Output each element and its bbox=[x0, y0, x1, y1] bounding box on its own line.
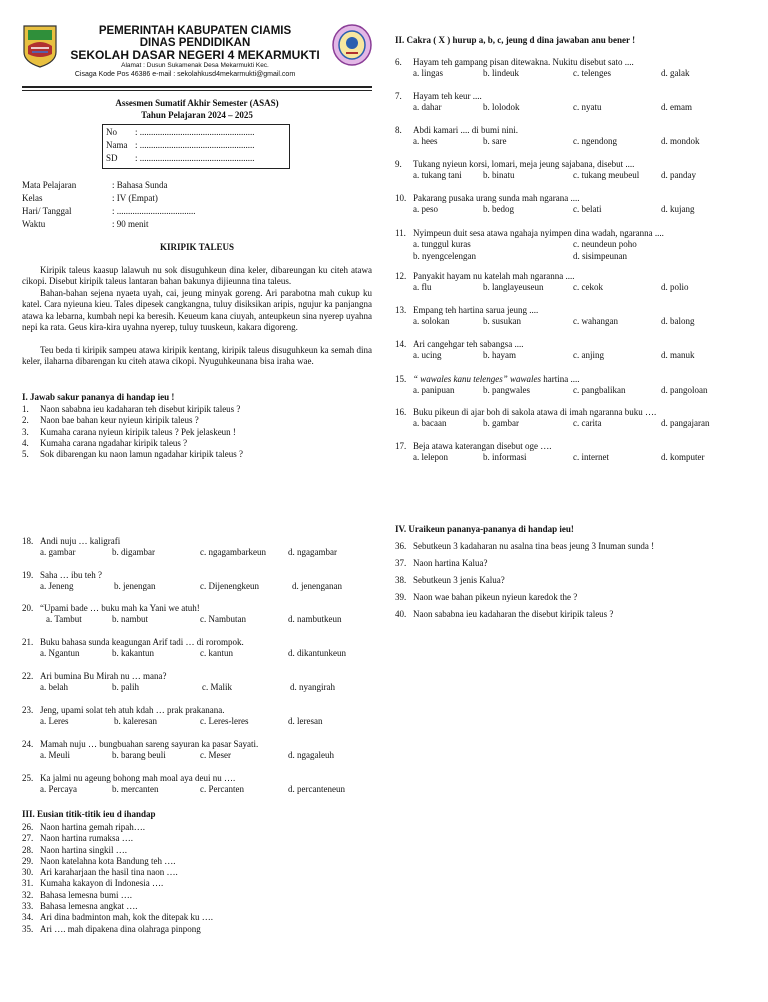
question-item bbox=[22, 739, 382, 762]
option-a[interactable]: a. tukang tani bbox=[413, 170, 462, 181]
option-c[interactable]: c. tukang meubeul bbox=[573, 170, 640, 181]
item-text: Bahasa lemesna angkat …. bbox=[40, 901, 138, 912]
list-item bbox=[395, 609, 755, 626]
question-item bbox=[395, 407, 755, 430]
option-c[interactable]: c. ngagambarkeun bbox=[200, 547, 266, 558]
question-text: Pakarang pusaka urang sunda mah ngarana .... bbox=[413, 193, 580, 203]
question-number: 25. bbox=[22, 773, 34, 783]
option-d[interactable]: d. sisimpeunan bbox=[573, 251, 627, 262]
item-number: 33. bbox=[22, 901, 34, 912]
option-b[interactable]: b. lindeuk bbox=[483, 68, 519, 79]
item-text: Naon hartina rumaksa …. bbox=[40, 833, 133, 844]
option-c[interactable]: c. neundeun poho bbox=[573, 239, 637, 250]
option-c[interactable]: c. internet bbox=[573, 452, 609, 463]
option-d[interactable]: d. kujang bbox=[661, 204, 695, 215]
item-text: Bahasa lemesna bumi …. bbox=[40, 889, 132, 900]
option-d[interactable]: d. dikantunkeun bbox=[288, 648, 346, 659]
question-text: Empang teh hartina sarua jeung .... bbox=[413, 305, 539, 315]
question-text: “Upami bade … buku mah ka Yani we atuh! bbox=[40, 603, 200, 613]
reading-paragraph-3: Teu beda ti kiripik sampeu atawa kiripik kentang, kiripik taleus disuguhkeun ka semah dina keler, ilaharna dibarengan ku citeh atawa cikopi. Nyuguhkeunana bisa iraha wae. bbox=[22, 345, 372, 367]
sd-field[interactable]: : ................................................... bbox=[135, 153, 255, 163]
hari-label: Hari/ Tanggal bbox=[22, 206, 72, 216]
item-text: Naon katelahna kota Bandung teh …. bbox=[40, 855, 176, 866]
item-text: Naon hartina gemah ripah…. bbox=[40, 822, 145, 832]
section2-title: II. Cakra ( X ) hurup a, b, c, jeung d dina jawaban anu bener ! bbox=[395, 35, 636, 45]
list-item bbox=[22, 833, 372, 844]
option-a[interactable]: a. flu bbox=[413, 282, 432, 293]
option-d[interactable]: d. nyangirah bbox=[290, 682, 335, 693]
option-d[interactable]: d. balong bbox=[661, 316, 695, 327]
list-item bbox=[22, 867, 372, 878]
option-c[interactable]: c. telenges bbox=[573, 68, 611, 79]
option-d[interactable]: d. mondok bbox=[661, 136, 700, 147]
option-c[interactable]: c. ngendong bbox=[573, 136, 617, 147]
exam-year: Tahun Pelajaran 2024 – 2025 bbox=[141, 110, 253, 120]
option-a[interactable]: a. solokan bbox=[413, 316, 450, 327]
option-b[interactable]: b. kaleresan bbox=[114, 716, 157, 727]
option-a[interactable]: a. bacaan bbox=[413, 418, 447, 429]
question-item bbox=[395, 441, 755, 464]
option-b[interactable]: b. nyengcelengan bbox=[413, 251, 476, 262]
option-c[interactable]: c. nyatu bbox=[573, 102, 602, 113]
question-item bbox=[395, 305, 755, 328]
question-text: Abdi kamari .... di bumi nini. bbox=[413, 125, 518, 135]
question-number: 21. bbox=[22, 637, 34, 647]
option-a[interactable]: a. ucing bbox=[413, 350, 442, 361]
option-d[interactable]: d. galak bbox=[661, 68, 690, 79]
question-number: 12. bbox=[395, 271, 407, 281]
list-item bbox=[395, 575, 755, 592]
question-item bbox=[395, 57, 755, 80]
waktu-value: : 90 menit bbox=[112, 219, 149, 229]
header-address-2: Cisaga Kode Pos 46386 e-mail : sekolahkusd4mekarmukti@gmail.com bbox=[74, 71, 296, 78]
option-c[interactable]: c. pangbalikan bbox=[573, 385, 626, 396]
tut-wuri-handayani-logo bbox=[331, 23, 373, 67]
question-item bbox=[395, 159, 755, 182]
option-a[interactable]: a. Percaya bbox=[40, 784, 77, 795]
option-c[interactable]: c. Malik bbox=[202, 682, 232, 693]
option-b[interactable]: b. gambar bbox=[483, 418, 519, 429]
item-text: Ari karaharjaan the hasil tina naon …. bbox=[40, 867, 178, 878]
item-number: 29. bbox=[22, 855, 34, 866]
reading-title: KIRIPIK TALEUS bbox=[160, 242, 234, 252]
option-a[interactable]: a. hees bbox=[413, 136, 438, 147]
option-b[interactable]: b. pangwales bbox=[483, 385, 530, 396]
item-text: Ari dina badminton mah, kok the ditepak ku …. bbox=[40, 912, 213, 923]
section4-title: IV. Uraikeun pananya-pananya di handap ieu! bbox=[395, 524, 574, 534]
option-c[interactable]: c. Leres-leres bbox=[200, 716, 249, 727]
option-c[interactable]: c. anjing bbox=[573, 350, 604, 361]
option-b[interactable]: b. kakantun bbox=[112, 648, 154, 659]
nama-label: Nama bbox=[106, 140, 128, 150]
item-number: 27. bbox=[22, 833, 34, 844]
question-number: 6. bbox=[395, 57, 402, 67]
option-a[interactable]: a. peso bbox=[413, 204, 438, 215]
option-b[interactable]: b. palih bbox=[112, 682, 139, 693]
option-c[interactable]: c. Dijenengkeun bbox=[200, 581, 259, 592]
item-number: 35. bbox=[22, 923, 34, 934]
option-b[interactable]: b. nambut bbox=[112, 614, 148, 625]
item-number: 32. bbox=[22, 889, 34, 900]
question-number: 19. bbox=[22, 570, 34, 580]
question-number: 13. bbox=[395, 305, 407, 315]
list-item bbox=[22, 415, 372, 426]
question-item bbox=[395, 271, 755, 294]
item-number: 30. bbox=[22, 867, 34, 878]
option-b[interactable]: b. hayam bbox=[483, 350, 516, 361]
option-b[interactable]: b. lolodok bbox=[483, 102, 520, 113]
question-number: 8. bbox=[395, 125, 402, 135]
question-number: 11. bbox=[395, 228, 406, 238]
option-a[interactable]: a. panipuan bbox=[413, 385, 455, 396]
no-label: No bbox=[106, 127, 117, 137]
question-number: 15. bbox=[395, 374, 407, 384]
option-a[interactable]: a. Meuli bbox=[40, 750, 70, 761]
header-line-school: SEKOLAH DASAR NEGERI 4 MEKARMUKTI bbox=[70, 48, 320, 62]
question-text: Ari cangehgar teh sabangsa .... bbox=[413, 339, 524, 349]
option-c[interactable]: c. carita bbox=[573, 418, 602, 429]
question-item bbox=[395, 91, 755, 114]
section1-list bbox=[22, 404, 372, 460]
item-text: Naon bae bahan keur nyieun kiripik taleus ? bbox=[40, 415, 199, 426]
question-number: 17. bbox=[395, 441, 407, 451]
list-item bbox=[22, 878, 372, 889]
no-field[interactable]: : ................................................... bbox=[135, 127, 255, 137]
item-number: 39. bbox=[395, 592, 407, 602]
exam-title: Assesmen Sumatif Akhir Semester (ASAS) bbox=[115, 98, 279, 108]
question-number: 10. bbox=[395, 193, 407, 203]
option-b[interactable]: b. barang beuli bbox=[112, 750, 166, 761]
option-d[interactable]: d. leresan bbox=[288, 716, 323, 727]
option-d[interactable]: d. komputer bbox=[661, 452, 705, 463]
kelas-label: Kelas bbox=[22, 193, 43, 203]
item-number: 2. bbox=[22, 415, 29, 426]
option-d[interactable]: d. ngagambar bbox=[288, 547, 337, 558]
option-a[interactable]: a. Tambut bbox=[46, 614, 82, 625]
question-item bbox=[22, 705, 382, 728]
item-text: Kumaha carana ngadahar kiripik taleus ? bbox=[40, 437, 188, 448]
question-text: Panyakit hayam nu katelah mah ngaranna .... bbox=[413, 271, 575, 281]
list-item bbox=[22, 822, 372, 833]
list-item bbox=[22, 449, 372, 460]
header-address-1: Alamat : Dusun Sukamenak Desa Mekarmukti Kec. bbox=[121, 62, 269, 69]
section4-list bbox=[395, 541, 755, 626]
option-b[interactable]: b. jenengan bbox=[114, 581, 156, 592]
reading-paragraph-2: Bahan-bahan sejena nyaeta uyah, cai, jeung minyak goreng. Ari parabotna mah cukup ku katel. Cara nyieuna kieu. Tales dipesek cangkangna, tuluy disiksikan aripis, ngujur ka panjangna atawa ka lebarna, kumbah nepi ka beresih. Keueum kana ciuyah, anteupkeun sina nyerep uyahna nepi ka rata. Geus kira-kira uyahna nyerep, tuluy tuuskeun, kakara digoreng. bbox=[22, 288, 372, 332]
ciamis-regency-logo bbox=[22, 24, 58, 68]
option-c[interactable]: c. cekok bbox=[573, 282, 603, 293]
header-line-government: PEMERINTAH KABUPATEN CIAMIS bbox=[98, 25, 292, 37]
item-number: 34. bbox=[22, 912, 34, 923]
hari-value[interactable]: : ................................... bbox=[112, 206, 196, 216]
option-a[interactable]: a. belah bbox=[40, 682, 68, 693]
option-a[interactable]: a. lingas bbox=[413, 68, 443, 79]
question-text: Buku bahasa sunda keagungan Arif tadi … di rorompok. bbox=[40, 637, 244, 647]
section3-title: III. Eusian titik-titik ieu d ihandap bbox=[22, 809, 156, 819]
option-d[interactable]: d. emam bbox=[661, 102, 692, 113]
question-text: Saha … ibu teh ? bbox=[40, 570, 102, 580]
list-item bbox=[395, 558, 755, 575]
question-number: 16. bbox=[395, 407, 407, 417]
item-number: 28. bbox=[22, 844, 34, 855]
question-text: Hayam teh keur .... bbox=[413, 91, 482, 101]
question-11 bbox=[395, 228, 755, 263]
option-c[interactable]: c. Meser bbox=[200, 750, 231, 761]
question-item bbox=[22, 671, 382, 694]
question-text: Tukang nyieun korsi, lomari, meja jeung sajabana, disebut .... bbox=[413, 159, 635, 169]
option-a[interactable]: a. dahar bbox=[413, 102, 442, 113]
option-b[interactable]: b. mercanten bbox=[112, 784, 159, 795]
question-text: hartina .... bbox=[541, 374, 580, 384]
item-number: 31. bbox=[22, 878, 34, 889]
question-item bbox=[22, 536, 382, 559]
question-text: Mamah nuju … bungbuahan sareng sayuran ka pasar Sayati. bbox=[40, 739, 259, 749]
item-number: 40. bbox=[395, 609, 407, 619]
item-text: Naon sababna ieu kadaharan the disebut kiripik taleus ? bbox=[413, 609, 614, 619]
question-text: Ka jalmi nu ageung bohong mah moal aya deui nu …. bbox=[40, 773, 236, 783]
question-text-italic: “ wawales kanu telenges” wawales bbox=[413, 374, 541, 384]
question-text: Buku pikeun di ajar boh di sakola atawa di imah ngaranna buku …. bbox=[413, 407, 657, 417]
option-b[interactable]: b. susukan bbox=[483, 316, 521, 327]
option-c[interactable]: c. belati bbox=[573, 204, 602, 215]
option-a[interactable]: a. Ngantun bbox=[40, 648, 80, 659]
item-text: Kumaha carana nyieun kiripik taleus ? Pek jelaskeun ! bbox=[40, 426, 236, 437]
mapel-value: : Bahasa Sunda bbox=[112, 180, 168, 190]
option-c[interactable]: c. Nambutan bbox=[200, 614, 246, 625]
list-item bbox=[22, 438, 372, 449]
option-b[interactable]: b. informasi bbox=[483, 452, 527, 463]
question-item bbox=[22, 570, 382, 593]
question-number: 18. bbox=[22, 536, 34, 546]
question-text: Andi nuju … kaligrafi bbox=[40, 536, 121, 546]
option-a[interactable]: a. lelepon bbox=[413, 452, 448, 463]
question-number: 23. bbox=[22, 705, 34, 715]
item-number: 38. bbox=[395, 575, 407, 585]
option-d[interactable]: d. pangajaran bbox=[661, 418, 710, 429]
list-item bbox=[22, 427, 372, 438]
list-item bbox=[22, 912, 372, 923]
question-text: Jeng, upami solat teh atuh kdah … prak prakanana. bbox=[40, 705, 225, 715]
question-15 bbox=[395, 374, 755, 397]
item-text: Naon wae bahan pikeun nyieun karedok the ? bbox=[413, 592, 578, 602]
section3-list bbox=[22, 822, 372, 935]
item-text: Sebutkeun 3 kadaharan nu asalna tina beas jeung 3 Inuman sunda ! bbox=[413, 541, 655, 551]
mapel-label: Mata Pelajaran bbox=[22, 180, 77, 190]
item-number: 1. bbox=[22, 404, 29, 414]
option-b[interactable]: b. langlayeuseun bbox=[483, 282, 544, 293]
list-item bbox=[22, 845, 372, 856]
option-b[interactable]: b. sare bbox=[483, 136, 507, 147]
option-a[interactable]: a. tunggul kuras bbox=[413, 239, 471, 250]
item-number: 26. bbox=[22, 822, 34, 832]
option-a[interactable]: a. gambar bbox=[40, 547, 76, 558]
question-item bbox=[395, 339, 755, 362]
option-d[interactable]: d. jenenganan bbox=[292, 581, 342, 592]
kelas-value: : IV (Empat) bbox=[112, 193, 158, 203]
option-c[interactable]: c. Percanten bbox=[200, 784, 244, 795]
option-c[interactable]: c. wahangan bbox=[573, 316, 618, 327]
header-divider-thin bbox=[22, 90, 372, 91]
option-d[interactable]: d. polio bbox=[661, 282, 689, 293]
question-text: Ari bumina Bu Mirah nu … mana? bbox=[40, 671, 167, 681]
question-item bbox=[395, 193, 755, 216]
question-text: Hayam teh gampang pisan ditewakna. Nukitu disebut sato .... bbox=[413, 57, 634, 67]
question-number: 7. bbox=[395, 91, 402, 101]
question-text: Nyimpeun duit sesa atawa ngahaja nyimpen dina wadah, ngaranna .... bbox=[413, 228, 664, 238]
option-d[interactable]: d. panday bbox=[661, 170, 696, 181]
header-divider bbox=[22, 86, 372, 88]
nama-field[interactable]: : ................................................... bbox=[135, 140, 255, 150]
list-item bbox=[22, 890, 372, 901]
list-item bbox=[395, 592, 755, 609]
item-text: Ari …. mah dipakena dina olahraga pinpong bbox=[40, 923, 201, 934]
item-text: Sebutkeun 3 jenis Kalua? bbox=[413, 575, 505, 585]
option-d[interactable]: d. percanteneun bbox=[288, 784, 345, 795]
list-item bbox=[22, 404, 372, 415]
waktu-label: Waktu bbox=[22, 219, 46, 229]
option-a[interactable]: a. Leres bbox=[40, 716, 69, 727]
section1-title: I. Jawab sakur pananya di handap ieu ! bbox=[22, 392, 175, 402]
option-d[interactable]: d. nambutkeun bbox=[288, 614, 342, 625]
question-item bbox=[395, 125, 755, 148]
question-number: 24. bbox=[22, 739, 34, 749]
list-item bbox=[22, 901, 372, 912]
item-number: 3. bbox=[22, 426, 29, 437]
option-b[interactable]: b. binatu bbox=[483, 170, 515, 181]
question-number: 9. bbox=[395, 159, 402, 169]
option-b[interactable]: b. bedog bbox=[483, 204, 514, 215]
item-text: Naon hartina singkil …. bbox=[40, 844, 127, 855]
list-item bbox=[22, 856, 372, 867]
header-line-office: DINAS PENDIDIKAN bbox=[139, 37, 251, 49]
question-number: 20. bbox=[22, 603, 34, 613]
option-c[interactable]: c. kantun bbox=[200, 648, 233, 659]
option-d[interactable]: d. pangoloan bbox=[661, 385, 708, 396]
item-number: 5. bbox=[22, 449, 29, 460]
option-a[interactable]: a. Jeneng bbox=[40, 581, 74, 592]
item-number: 37. bbox=[395, 558, 407, 568]
question-item bbox=[22, 637, 382, 660]
list-item bbox=[22, 924, 372, 935]
option-b[interactable]: b. digambar bbox=[112, 547, 155, 558]
question-number: 14. bbox=[395, 339, 407, 349]
question-item bbox=[22, 603, 382, 626]
option-d[interactable]: d. manuk bbox=[661, 350, 695, 361]
item-text: Sok dibarengan ku naon lamun ngadahar kiripik taleus ? bbox=[40, 449, 243, 460]
item-number: 4. bbox=[22, 437, 29, 448]
option-d[interactable]: d. ngagaleuh bbox=[288, 750, 334, 761]
item-text: Naon sababna ieu kadaharan teh disebut kiripik taleus ? bbox=[40, 404, 241, 414]
list-item bbox=[395, 541, 755, 558]
item-text: Naon hartina Kalua? bbox=[413, 558, 488, 568]
sd-label: SD bbox=[106, 153, 118, 163]
question-item bbox=[22, 773, 382, 796]
question-text: Beja atawa katerangan disebut oge …. bbox=[413, 441, 552, 451]
item-text: Kumaha kakayon di Indonesia …. bbox=[40, 878, 164, 889]
question-number: 22. bbox=[22, 671, 34, 681]
reading-paragraph-1: Kiripik taleus kaasup lalawuh nu sok disuguhkeun dina keler, dibareungan ku citeh atawa cikopi. Disebut kiripik taleus lantaran bahan bakunya dijieunna tina taleus. bbox=[22, 265, 372, 287]
item-number: 36. bbox=[395, 541, 407, 551]
